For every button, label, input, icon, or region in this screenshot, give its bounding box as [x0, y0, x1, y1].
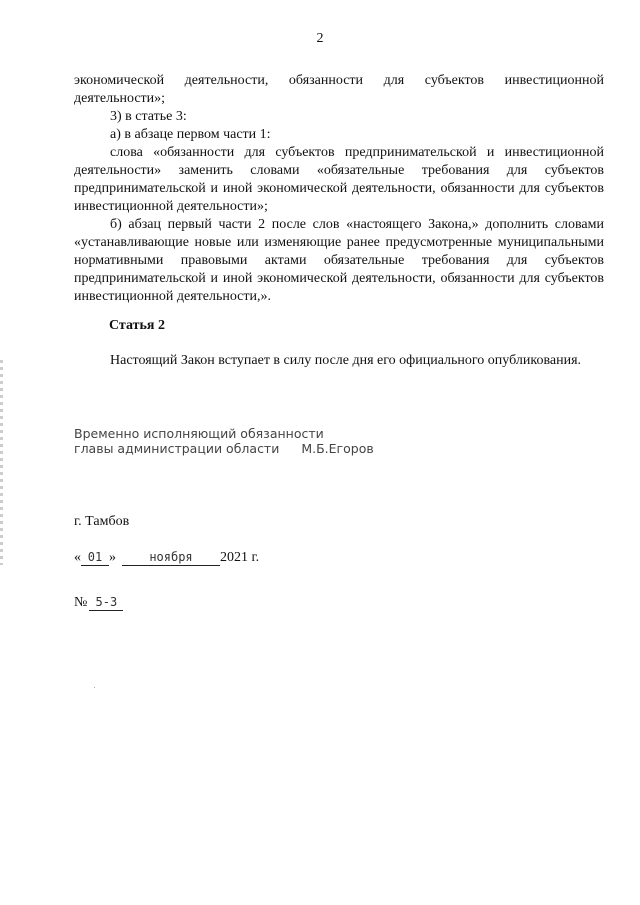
amendment-text — [74, 72, 604, 306]
signature-block — [74, 426, 374, 456]
paragraph: б) абзац первый части 2 после слов «настоящего Закона,» дополнить словами «устанавливающие новые или изменяющие ранее предусмотренные муниципальными нормативными правовыми актами обязательные требования для субъектов предпринимательской и иной экономической деятельности, обязанности для субъектов инвестиционной деятельности,». — [74, 217, 604, 304]
date-month: ноября — [122, 550, 220, 566]
signature-position-line1: Временно исполняющий обязанности — [74, 426, 324, 441]
date-open-quote: « — [74, 550, 81, 565]
number-value: 5-З — [89, 595, 123, 611]
article-text: Настоящий Закон вступает в силу после дня его официального опубликования. — [110, 353, 582, 368]
paragraph: 3) в статье 3: — [110, 109, 187, 124]
date-line — [74, 550, 259, 566]
paragraph: экономической деятельности, обязанности для субъектов инвестиционной деятельности»; — [74, 73, 604, 106]
city: г. Тамбов — [74, 514, 130, 529]
paragraph: а) в абзаце первом части 1: — [110, 127, 271, 142]
page-number: 2 — [316, 31, 324, 46]
signature-position-line2: главы администрации области — [74, 441, 280, 456]
paragraph: слова «обязанности для субъектов предпринимательской и инвестиционной деятельности» заменить словами «обязательные требования для субъектов предпринимательской и иной экономической деятельности, обязанности для субъектов инвестиционной деятельности»; — [74, 145, 604, 214]
scan-speck — [94, 687, 95, 688]
date-day: 01 — [81, 550, 109, 566]
date-close-quote: » — [109, 550, 116, 565]
article-title: Статья 2 — [109, 318, 165, 333]
signature-name: М.Б.Егоров — [301, 441, 374, 456]
margin-scan-marks — [0, 360, 3, 565]
number-label: № — [74, 595, 88, 610]
date-year: 2021 г. — [220, 550, 260, 565]
document-number — [74, 595, 123, 611]
